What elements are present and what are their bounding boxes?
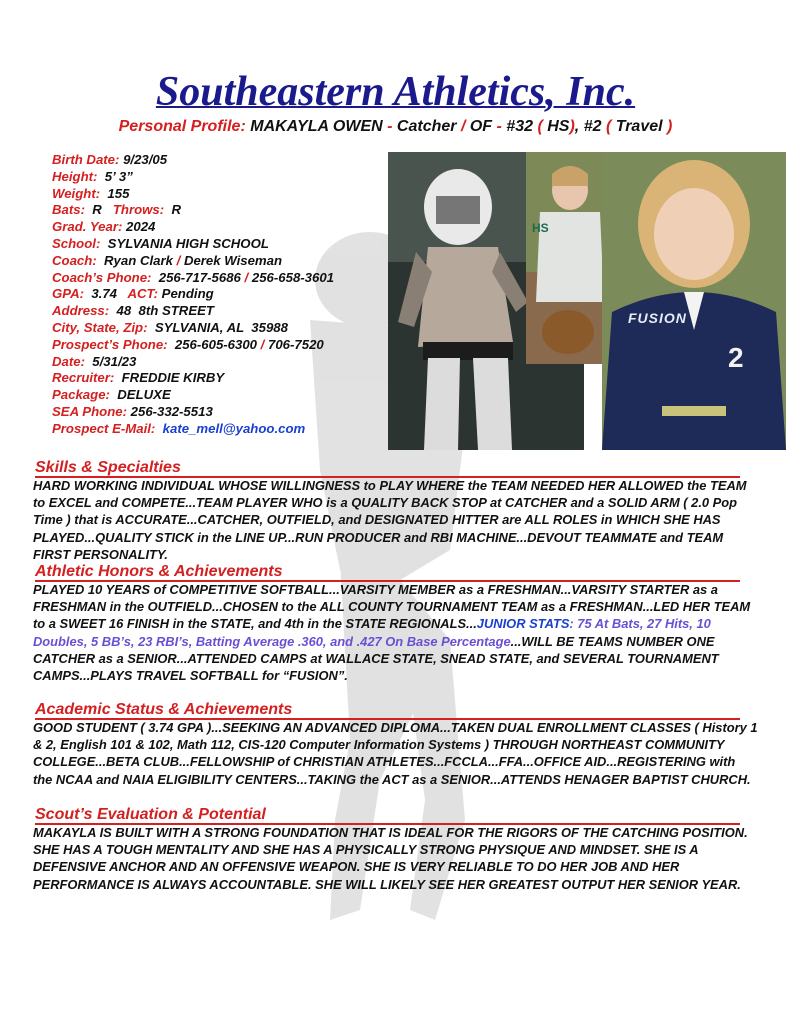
profile-label: Weight: [52, 185, 101, 201]
profile-value: R [84, 202, 113, 218]
portrait-figure-icon [602, 152, 786, 450]
paren: ) [569, 118, 575, 135]
profile-label: Grad. Year: [52, 219, 123, 235]
profile-label: Height: [52, 168, 98, 184]
photo-portrait [602, 152, 786, 450]
player-glove-figure-icon [526, 152, 608, 364]
team-travel: Travel [615, 118, 663, 135]
spacer [155, 421, 162, 436]
profile-value: 256-332-5513 [126, 403, 213, 419]
profile-label: Date: [52, 353, 85, 369]
profile-value: 9/23/05 [119, 152, 168, 167]
subtitle-slash: / [460, 118, 466, 135]
academic-heading: Academic Status & Achievements [35, 701, 740, 720]
jersey-number: 2 [728, 342, 744, 373]
position-primary: Catcher [396, 118, 457, 135]
academic-text: GOOD STUDENT ( 3.74 GPA )...SEEKING AN ADVANCED DIPLOMA...TAKEN DUAL ENROLLMENT CLASSES ( History 1 & 2, English 101 & 102, Math 112, CIS-120 Computer Information Systems ) THROUGH NORTHEAST COMMUNITY COLLEGE...BETA CLUB...FELLOWSHIP of CHRISTIAN ATHLETES...FCCLA...FFA...OFFICE AID...REGISTERING with the NCAA and NAIA ELIGIBILITY CENTERS...TAKING the ACT as a SENIOR...ATTENDS HENAGER BAPTIST CHURCH. [33, 720, 758, 787]
profile-value: 256-658-3601 [248, 269, 335, 285]
profile-row [52, 236, 392, 253]
profile-row [52, 186, 392, 203]
profile-row [52, 387, 392, 404]
paren: ( [605, 118, 612, 135]
profile-label: Recruiter: [52, 370, 115, 386]
paren: ( [537, 118, 543, 135]
profile-value: 3.74 [84, 286, 128, 302]
profile-label: Birth Date: [52, 152, 120, 167]
jersey-number-travel: , #2 [574, 118, 602, 135]
skills-heading: Skills & Specialties [35, 459, 740, 478]
profile-label: City, State, Zip: [52, 319, 148, 335]
profile-label: Prospect’s Phone: [52, 336, 168, 352]
skills-text: HARD WORKING INDIVIDUAL WHOSE WILLINGNESS to PLAY WHERE the TEAM NEEDED HER ALLOWED the TEAM to EXCEL and COMPETE...TEAM PLAYER WHO is a QUALITY BACK STOP at CATCHER and a SOLID ARM ( 2.0 Pop Time ) that is ACCURATE...CATCHER, OUTFIELD, and DESIGNATED HITTER are ALL ROLES in WHICH SHE HAS PLAYED...QUALITY STICK in the LINE UP...RUN PRODUCER and RBI MACHINE...DEVOUT TEAMMATE and TEAM FIRST PERSONALITY. [33, 478, 747, 562]
profile-row [52, 354, 392, 371]
profile-row [52, 404, 392, 421]
profile-subtitle [0, 117, 791, 137]
svg-text:HS: HS [532, 221, 549, 235]
subtitle-label: Personal Profile: [118, 118, 246, 135]
player-name: MAKAYLA OWEN [250, 118, 383, 135]
profile-value: 706-7520 [264, 336, 324, 352]
profile-row [52, 270, 392, 287]
honors-text [33, 581, 758, 684]
profile-row [52, 286, 392, 303]
profile-separator: / [176, 252, 181, 268]
profile-label: GPA: [52, 286, 84, 302]
subtitle-dash: - [496, 118, 502, 135]
profile-row [52, 303, 392, 320]
page-title: Southeastern Athletics, Inc. [155, 69, 636, 115]
profile-info-list [52, 152, 392, 438]
profile-row [52, 337, 392, 354]
profile-value: Pending [158, 286, 214, 302]
profile-label: ACT: [127, 286, 159, 302]
scout-text: MAKAYLA IS BUILT WITH A STRONG FOUNDATION THAT IS IDEAL FOR THE RIGORS OF THE CATCHING POSITION. SHE HAS A TOUGH MENTALITY AND SHE HAS A PHYSICALLY STRONG PHYSIQUE AND MINDSET. SHE IS A DEFENSIVE ANCHOR AND AN OFFENSIVE WEAPON. SHE IS VERY RELIABLE TO DO HER JOB AND HER PERFORMANCE IS ALWAYS ACCOUNTABLE. SHE WILL LIKELY SEE HER GREATEST OUTPUT HER SENIOR YEAR. [33, 825, 748, 892]
profile-value: 256-605-6300 [167, 336, 261, 352]
profile-row [52, 421, 392, 438]
profile-label: Package: [52, 387, 110, 403]
profile-separator: / [244, 269, 249, 285]
profile-label: SEA Phone: [52, 403, 127, 419]
profile-value: 155 [100, 185, 130, 201]
profile-value: Derek Wiseman [180, 252, 283, 268]
profile-value: Ryan Clark [96, 252, 177, 268]
profile-value: R [164, 202, 181, 218]
profile-label: Bats: [52, 202, 85, 218]
profile-row [52, 320, 392, 337]
subtitle-dash: - [387, 118, 393, 135]
profile-label: Coach: [52, 252, 97, 268]
jersey-text: FUSION [628, 310, 687, 326]
junior-stats-label: JUNIOR STATS [476, 616, 570, 632]
scout-heading: Scout’s Evaluation & Potential [35, 806, 740, 825]
profile-value: 5’ 3” [97, 168, 133, 184]
profile-label: Prospect E-Mail: [52, 420, 156, 436]
honors-text-part2: ...WILL BE TEAMS NUMBER ONE CATCHER as a SENIOR...ATTENDED CAMPS at WALLACE STATE, SNEAD STATE, and SEVERAL TOURNAMENT CAMPS...PLAYS TRAVEL SOFTBALL for “FUSION”. [33, 633, 719, 684]
team-hs: HS [547, 118, 570, 135]
profile-row [52, 169, 392, 186]
jersey-number-hs: #32 [506, 118, 533, 135]
prospect-email-link[interactable]: kate_mell@yahoo.com [162, 420, 306, 436]
profile-value: 48 8th STREET [109, 303, 214, 319]
profile-value: DELUXE [109, 387, 171, 403]
photo-glove [526, 152, 608, 364]
position-secondary: OF [469, 118, 493, 135]
profile-value: 2024 [122, 219, 156, 235]
profile-value: SYLVANIA, AL 35988 [147, 319, 288, 335]
profile-label: School: [52, 235, 101, 251]
profile-value: SYLVANIA HIGH SCHOOL [100, 235, 269, 251]
profile-row [52, 219, 392, 236]
profile-value: 5/31/23 [84, 353, 137, 369]
honors-text-part1: PLAYED 10 YEARS of COMPETITIVE SOFTBALL...VARSITY MEMBER as a FRESHMAN...VARSITY STARTER as a FRESHMAN in the OUTFIELD...CHOSEN to the ALL COUNTY TOURNAMENT TEAM as a FRESHMAN...LED HER TEAM to a SWEET 16 FINISH in the STATE, and 4th in the STATE REGIONALS... [33, 582, 751, 632]
profile-label: Address: [52, 303, 110, 319]
profile-row [52, 202, 392, 219]
paren: ) [667, 118, 673, 135]
profile-label: Throws: [112, 202, 165, 218]
profile-row [52, 253, 392, 270]
profile-row [52, 152, 392, 169]
junior-stats-text: : 75 At Bats, 27 Hits, 10 Doubles, 5 BB’s, 23 RBI’s, Batting Average .360, and .427 On Base Percentage [33, 616, 711, 649]
profile-separator: / [260, 336, 265, 352]
honors-heading: Athletic Honors & Achievements [35, 563, 740, 582]
profile-value: FREDDIE KIRBY [114, 370, 225, 386]
profile-row [52, 370, 392, 387]
profile-value: 256-717-5686 [151, 269, 245, 285]
profile-label: Coach’s Phone: [52, 269, 152, 285]
